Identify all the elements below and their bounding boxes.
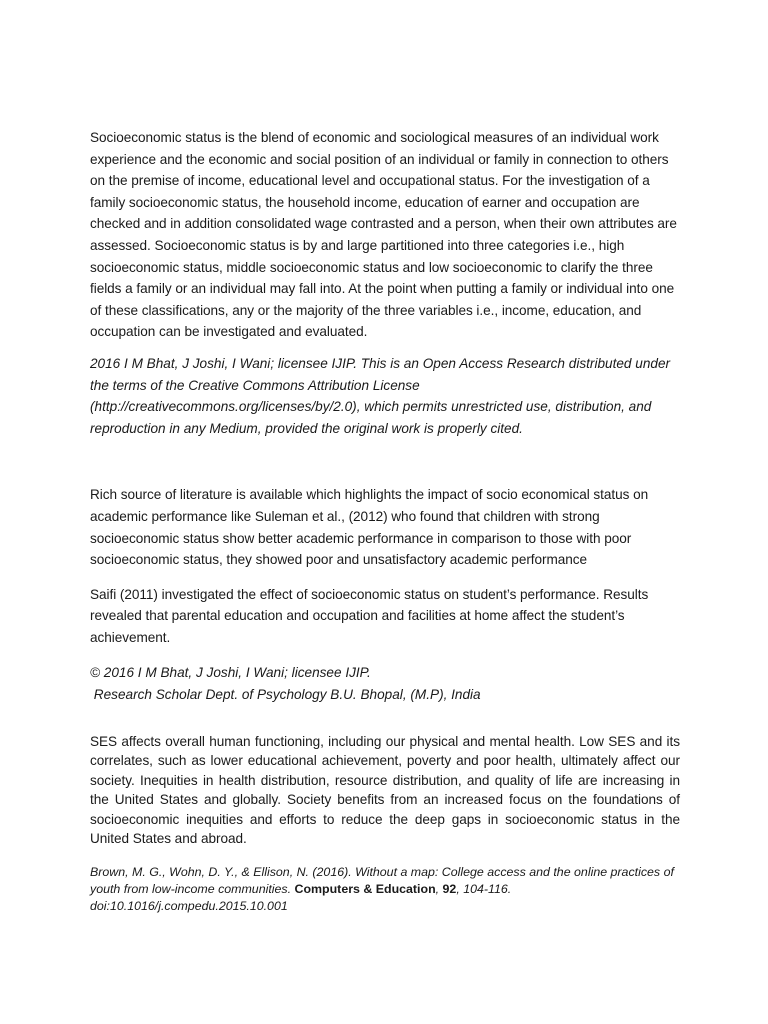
- copyright-block: [90, 662, 680, 705]
- reference-citation: [90, 864, 680, 916]
- paragraph-socioeconomic-definition: Socioeconomic status is the blend of economic and sociological measures of an individual work experience and the economic and social position of an individual or family in connection to others on the premise of income, educational level and occupational status. For the investigation of a family socioeconomic status, the household income, education of earner and occupation are checked and in addition consolidated wage contrasted and a person, when their own attributes are assessed. Socioeconomic status is by and large partitioned into three categories i.e., high socioeconomic status, middle socioeconomic status and low socioeconomic to clarify the three fields a family or an individual may fall into. At the point when putting a family or individual into one of these classifications, any or the majority of the three variables i.e., income, education, and occupation can be investigated and evaluated.: [90, 130, 677, 340]
- reference-authors-title: Brown, M. G., Wohn, D. Y., & Ellison, N. (2016). Without a map: College access and the online practices of youth from low-income communities.: [90, 864, 674, 896]
- reference-sep: ,: [435, 881, 443, 896]
- license-notice: 2016 I M Bhat, J Joshi, I Wani; licensee IJIP. This is an Open Access Research distributed under the terms of the Creative Commons Attribution License (http://creativecommons.org/licenses/by/2.0), which permits unrestricted use, distribution, and reproduction in any Medium, provided the original work is properly cited.: [90, 355, 671, 436]
- reference-doi: doi:10.1016/j.compedu.2015.10.001: [90, 899, 288, 914]
- paragraph-literature-review: Rich source of literature is available which highlights the impact of socio economical status on academic performance like Suleman et al., (2012) who found that children with strong socioeconomic status show better academic performance in comparison to those with poor socioeconomic status, they showed poor and unsatisfactory academic performance: [90, 487, 649, 568]
- copyright-line: © 2016 I M Bhat, J Joshi, I Wani; licensee IJIP.: [90, 665, 371, 681]
- document-page: [90, 127, 680, 915]
- reference-pages: , 104-116.: [456, 881, 512, 896]
- reference-volume: 92: [442, 881, 457, 896]
- paragraph-saifi-study: Saifi (2011) investigated the effect of socioeconomic status on student’s performance. Results revealed that parental education and occupation and facilities at home affect the student’s achievement.: [90, 586, 649, 645]
- paragraph-ses-effects: SES affects overall human functioning, including our physical and mental health. Low SES and its correlates, such as lower educational achievement, poverty and poor health, ultimately affect our society. Inequities in health distribution, resource distribution, and quality of life are increasing in the United States and globally. Society benefits from an increased focus on the foundations of socioeconomic inequities and efforts to reduce the deep gaps in socioeconomic status in the United States and abroad.: [90, 733, 680, 847]
- reference-journal: Computers & Education: [294, 881, 436, 896]
- affiliation-line: Research Scholar Dept. of Psychology B.U. Bhopal, (M.P), India: [90, 687, 481, 703]
